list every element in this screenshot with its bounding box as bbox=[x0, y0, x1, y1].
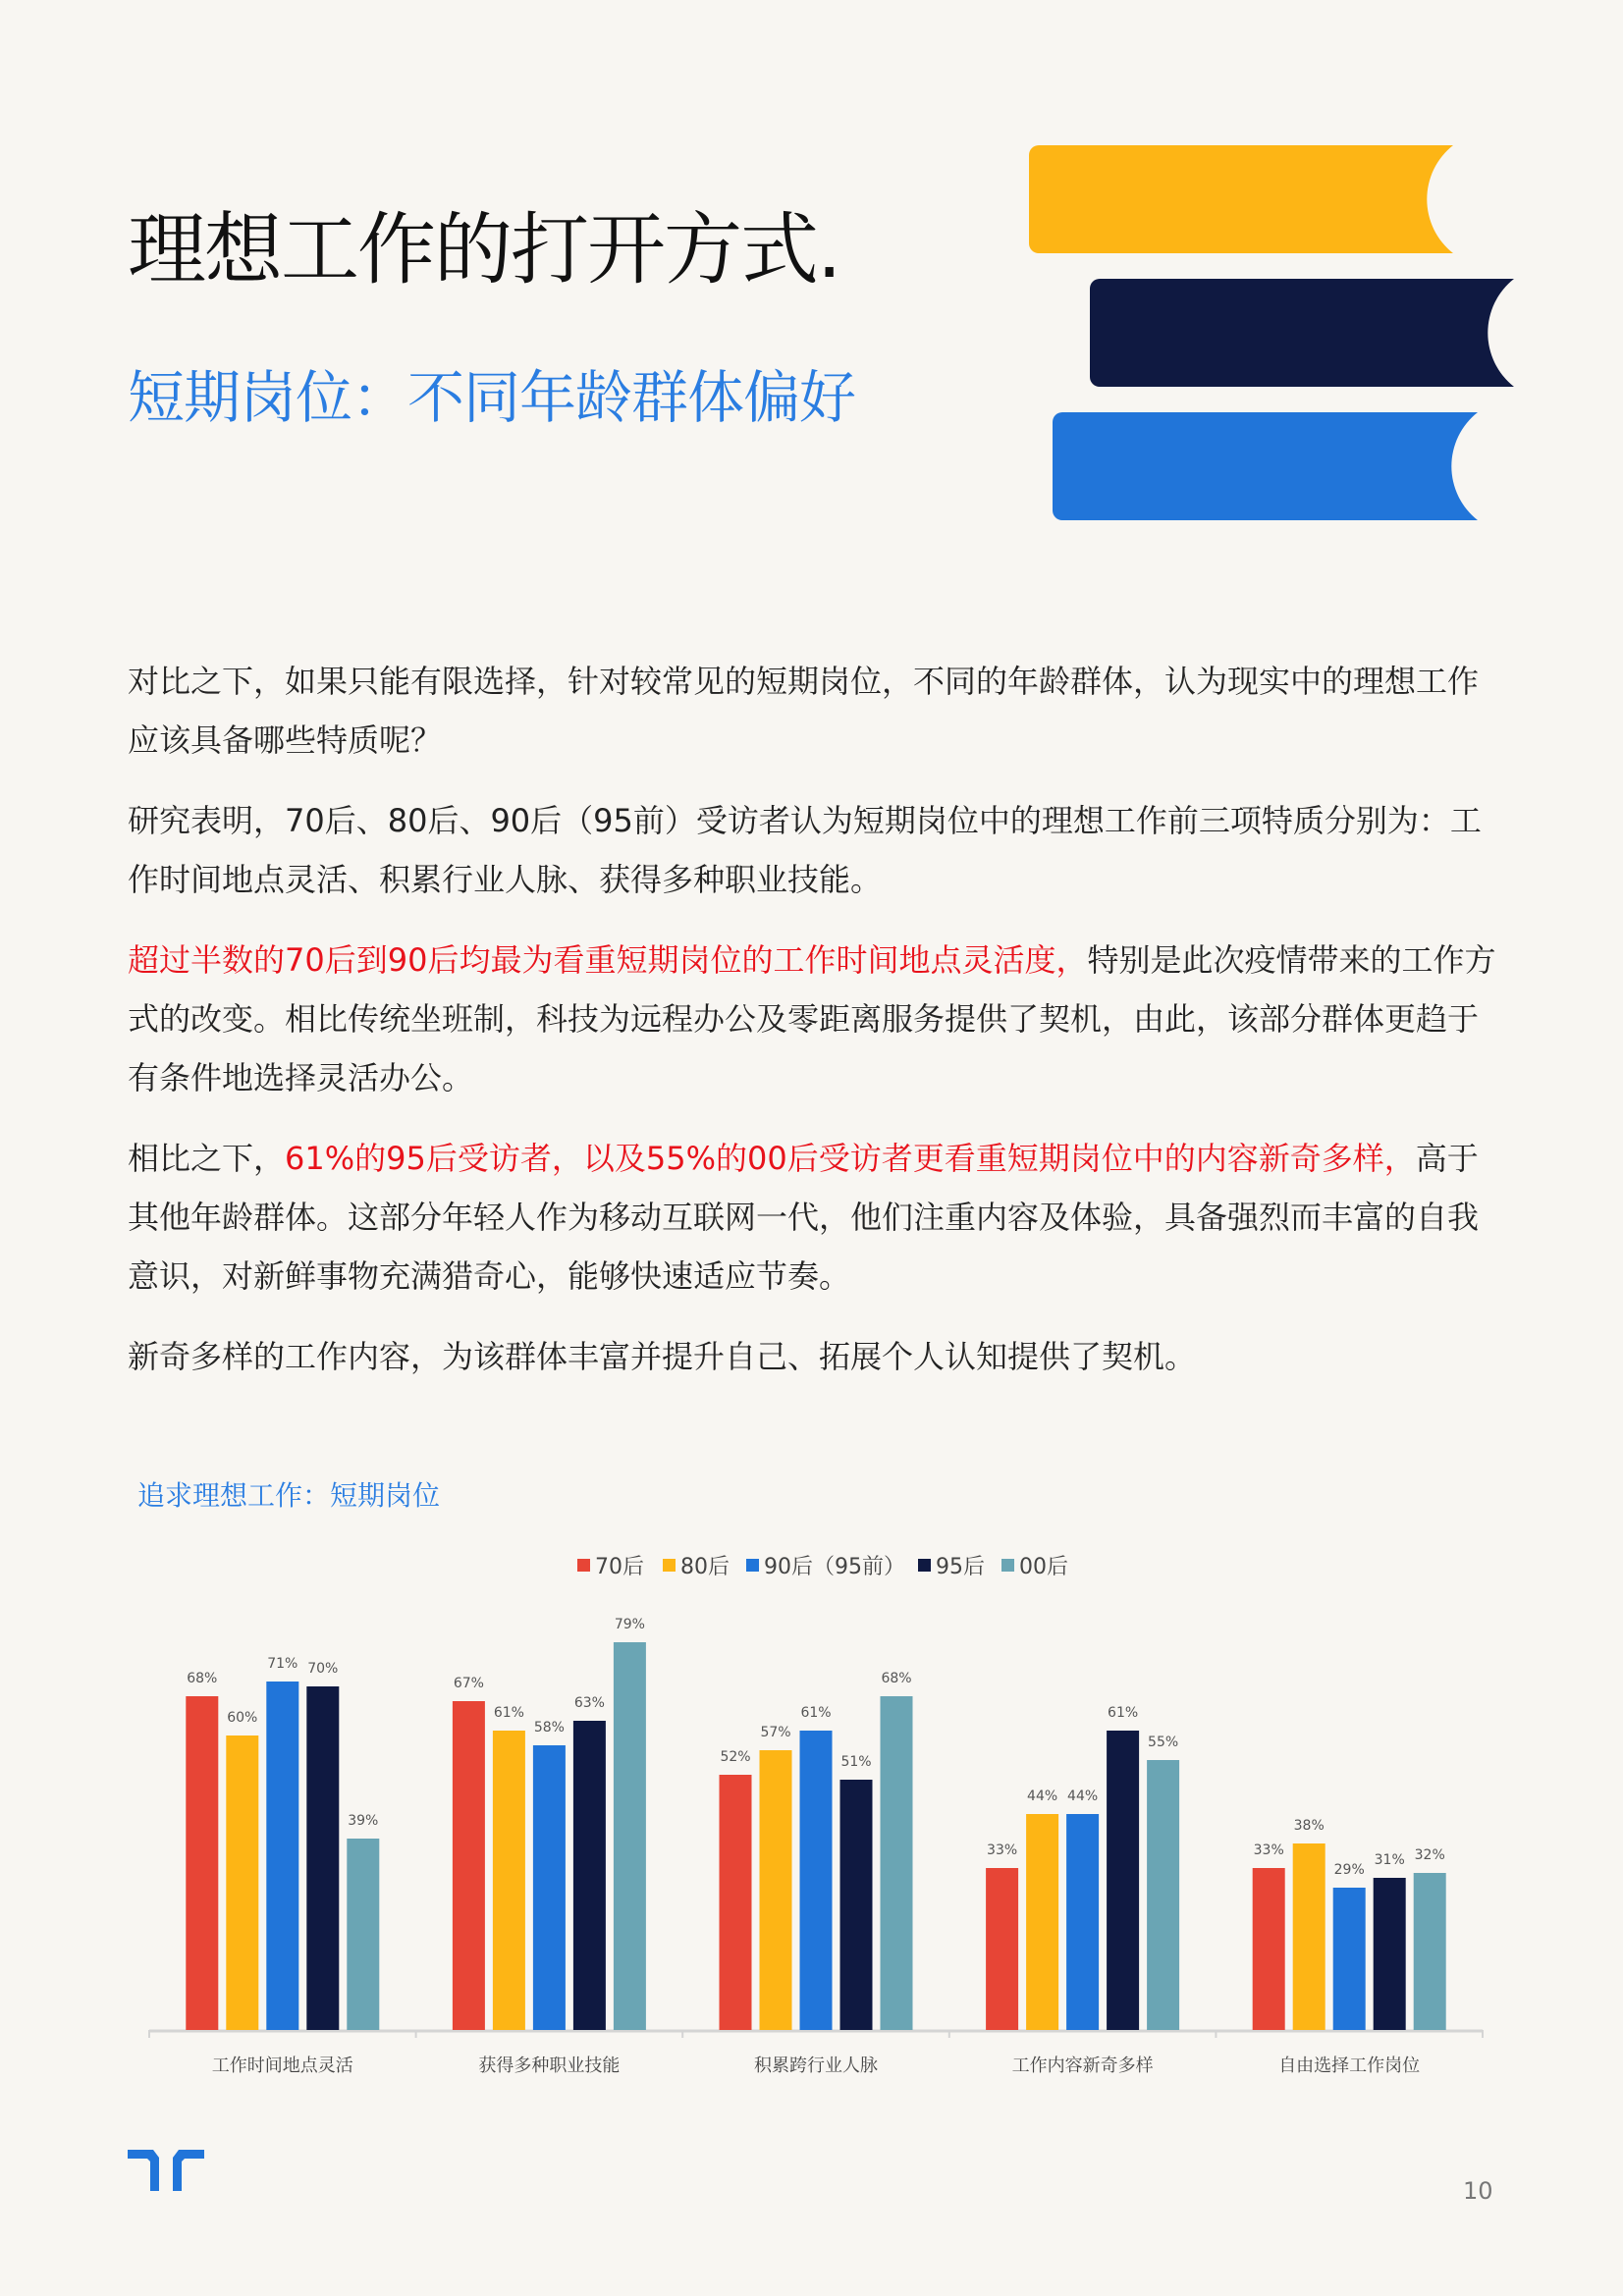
data-label: 38% bbox=[1293, 1818, 1325, 1834]
data-label: 60% bbox=[227, 1710, 258, 1726]
page-title: 理想工作的打开方式. bbox=[128, 204, 840, 295]
book-yellow bbox=[1029, 145, 1453, 253]
data-label: 33% bbox=[987, 1842, 1018, 1858]
bar bbox=[1066, 1814, 1099, 2030]
bar-chart bbox=[0, 1531, 1623, 2081]
bar bbox=[1026, 1814, 1058, 2030]
bar bbox=[720, 1775, 752, 2030]
bar bbox=[533, 1745, 566, 2030]
data-label: 61% bbox=[493, 1705, 524, 1721]
category-label: 自由选择工作岗位 bbox=[1278, 2056, 1421, 2076]
bar bbox=[1107, 1731, 1139, 2030]
data-label: 67% bbox=[453, 1676, 484, 1691]
paragraph-text: 相比之下， bbox=[128, 1140, 286, 1177]
bar bbox=[1293, 1843, 1325, 2030]
bar bbox=[1253, 1868, 1285, 2030]
page-number: 10 bbox=[1463, 2177, 1493, 2205]
paragraph: 新奇多样的工作内容，为该群体丰富并提升自己、拓展个人认知提供了契机。 bbox=[128, 1338, 1197, 1375]
paragraph-text: 高于其他年龄群体。这部分年轻人作为移动互联网一代，他们注重内容及体验，具备强烈而丰富的自我意识，对新鲜事物充满猎奇心，能够快速适应节奏。 bbox=[128, 1140, 1480, 1295]
highlight-text: 超过半数的70后到90后均最为看重短期岗位的工作时间地点灵活度， bbox=[128, 941, 1088, 979]
paragraph-text: 特别是此次疫情带来的工作方式的改变。相比传统坐班制，科技为远程办公及零距离服务提供了契机，由此，该部分群体更趋于有条件地选择灵活办公。 bbox=[128, 941, 1496, 1096]
legend-label: 80后 bbox=[680, 1555, 730, 1579]
legend-swatch bbox=[663, 1559, 676, 1572]
data-label: 70% bbox=[307, 1661, 339, 1677]
legend-label: 70后 bbox=[595, 1555, 644, 1579]
paragraph bbox=[128, 931, 1502, 1107]
book-blue bbox=[1053, 412, 1478, 520]
bar bbox=[186, 1696, 218, 2030]
legend-swatch bbox=[1001, 1559, 1014, 1572]
chart-title: 追求理想工作：短期岗位 bbox=[137, 1479, 441, 1512]
highlight-text: 61%的95后受访者，以及55%的00后受访者更看重短期岗位中的内容新奇多样， bbox=[285, 1140, 1416, 1177]
paragraph: 对比之下，如果只能有限选择，针对较常见的短期岗位，不同的年龄群体，认为现实中的理想工作应该具备哪些特质呢？ bbox=[128, 663, 1480, 759]
data-label: 31% bbox=[1374, 1852, 1405, 1868]
bar bbox=[573, 1721, 606, 2030]
legend-label: 90后（95前） bbox=[764, 1555, 905, 1579]
bar bbox=[986, 1868, 1018, 2030]
bar bbox=[800, 1731, 833, 2030]
book-navy bbox=[1090, 279, 1514, 387]
bar bbox=[1333, 1888, 1366, 2030]
bar bbox=[266, 1682, 298, 2030]
data-label: 71% bbox=[267, 1656, 298, 1672]
data-label: 58% bbox=[533, 1720, 565, 1735]
bar bbox=[760, 1750, 792, 2030]
category-label: 工作时间地点灵活 bbox=[211, 2056, 353, 2076]
data-label: 44% bbox=[1067, 1789, 1099, 1804]
bar bbox=[226, 1735, 258, 2030]
data-label: 33% bbox=[1253, 1842, 1284, 1858]
data-label: 44% bbox=[1027, 1789, 1058, 1804]
bar bbox=[614, 1642, 646, 2030]
category-label: 工作内容新奇多样 bbox=[1011, 2056, 1154, 2076]
page-subtitle: 短期岗位：不同年龄群体偏好 bbox=[128, 364, 856, 431]
data-label: 61% bbox=[1108, 1705, 1139, 1721]
data-label: 51% bbox=[840, 1754, 872, 1770]
paragraph bbox=[128, 1129, 1502, 1306]
legend-swatch bbox=[577, 1559, 590, 1572]
legend-swatch bbox=[746, 1559, 759, 1572]
data-label: 55% bbox=[1148, 1735, 1179, 1750]
data-label: 68% bbox=[881, 1671, 912, 1686]
legend-label: 00后 bbox=[1019, 1555, 1068, 1579]
bar bbox=[840, 1780, 873, 2030]
data-label: 39% bbox=[348, 1813, 379, 1829]
bar bbox=[1414, 1873, 1446, 2030]
body-text bbox=[128, 652, 1502, 1408]
data-label: 68% bbox=[187, 1671, 218, 1686]
bar bbox=[347, 1839, 379, 2030]
legend-label: 95后 bbox=[936, 1555, 985, 1579]
data-label: 29% bbox=[1333, 1862, 1365, 1878]
category-label: 积累跨行业人脉 bbox=[754, 2056, 878, 2076]
data-label: 61% bbox=[800, 1705, 832, 1721]
category-label: 获得多种职业技能 bbox=[478, 2056, 621, 2076]
data-label: 63% bbox=[573, 1695, 605, 1711]
data-label: 32% bbox=[1414, 1847, 1445, 1863]
data-label: 52% bbox=[720, 1749, 751, 1765]
data-label: 79% bbox=[614, 1617, 645, 1632]
paragraph: 研究表明，70后、80后、90后（95前）受访者认为短期岗位中的理想工作前三项特质分别为：工作时间地点灵活、积累行业人脉、获得多种职业技能。 bbox=[128, 802, 1482, 898]
bar bbox=[453, 1701, 485, 2030]
bar bbox=[881, 1696, 913, 2030]
legend-swatch bbox=[918, 1559, 931, 1572]
bar bbox=[1374, 1878, 1406, 2030]
books-illustration bbox=[1021, 137, 1532, 530]
data-label: 57% bbox=[760, 1725, 791, 1740]
bar bbox=[1147, 1760, 1179, 2030]
randstad-logo bbox=[126, 2148, 206, 2193]
bar bbox=[306, 1686, 339, 2030]
bar bbox=[493, 1731, 525, 2030]
